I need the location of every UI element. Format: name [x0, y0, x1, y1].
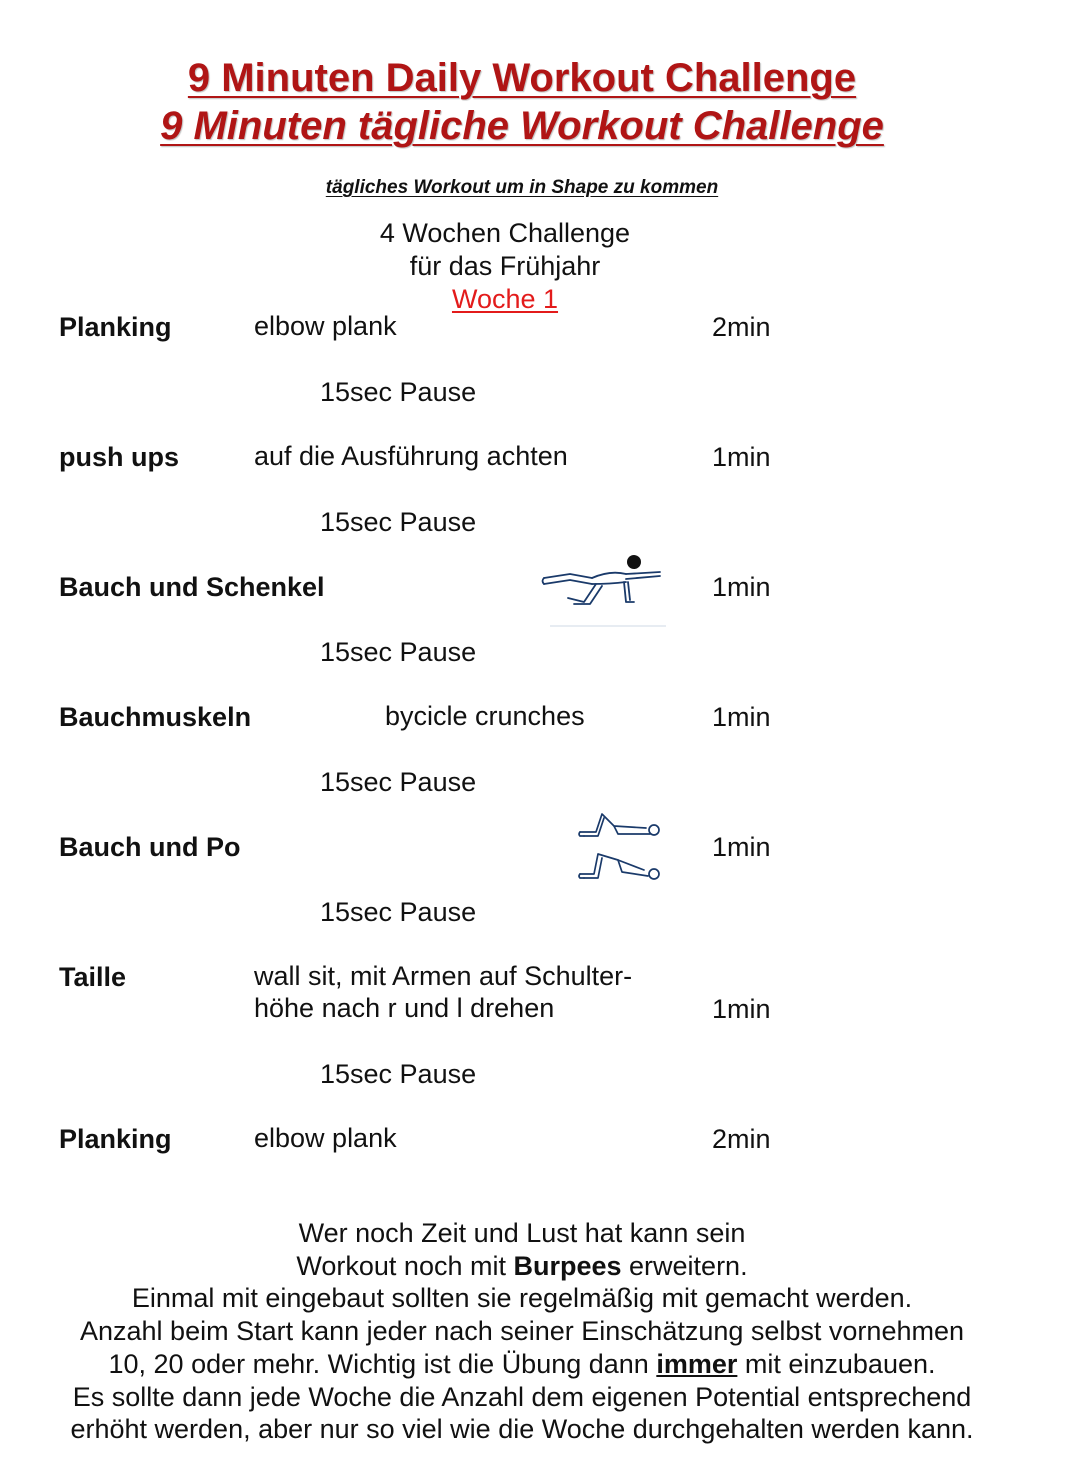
exercise-duration: 1min — [712, 702, 771, 732]
pause-label: 15sec Pause — [320, 377, 477, 407]
footer-line: Einmal mit eingebaut sollten sie regelmäßig mit gemacht werden. — [131, 1283, 913, 1314]
exercise-duration: 2min — [712, 312, 771, 342]
footer-text: erweitern. — [621, 1250, 748, 1281]
challenge-season: für das Frühjahr — [409, 251, 601, 281]
exercise-description-line2: höhe nach r und l drehen — [254, 993, 555, 1023]
exercise-name: push ups — [59, 442, 179, 472]
exercise-description: bycicle crunches — [385, 701, 585, 731]
exercise-description: elbow plank — [254, 311, 397, 341]
exercise-duration: 1min — [712, 832, 771, 862]
exercise-duration: 1min — [712, 994, 771, 1024]
pause-label: 15sec Pause — [320, 637, 477, 667]
exercise-name: Planking — [59, 312, 172, 342]
quadruped-leg-raise-icon — [540, 548, 670, 628]
exercise-description: elbow plank — [254, 1123, 397, 1153]
glute-bridge-icon — [574, 800, 664, 890]
pause-label: 15sec Pause — [320, 507, 477, 537]
burpees-highlight: Burpees — [513, 1250, 622, 1281]
footer-line: erhöht werden, aber nur so viel wie die Woche durchgehalten werden kann. — [70, 1414, 974, 1445]
immer-highlight: immer — [656, 1348, 738, 1379]
exercise-description-line1: wall sit, mit Armen auf Schulter- — [254, 961, 633, 991]
exercise-duration: 2min — [712, 1124, 771, 1154]
footer-line — [0, 1250, 1044, 1283]
footer-line — [0, 1348, 1044, 1381]
exercise-name: Bauchmuskeln — [59, 702, 252, 732]
exercise-name: Taille — [59, 962, 127, 992]
exercise-name: Planking — [59, 1124, 172, 1154]
exercise-name: Bauch und Po — [59, 832, 241, 862]
challenge-heading: 4 Wochen Challenge — [379, 218, 631, 248]
week-label-row — [0, 284, 1010, 315]
footer-text: mit einzubauen. — [737, 1348, 936, 1379]
exercise-duration: 1min — [712, 572, 771, 602]
exercise-duration: 1min — [712, 442, 771, 472]
footer-line: Wer noch Zeit und Lust hat kann sein — [298, 1218, 746, 1248]
footer-line: Anzahl beim Start kann jeder nach seiner Einschätzung selbst vornehmen — [80, 1316, 964, 1347]
pause-label: 15sec Pause — [320, 767, 477, 797]
footer-text: 10, 20 oder mehr. Wichtig ist die Übung dann — [108, 1348, 657, 1379]
week-label: Woche 1 — [451, 284, 559, 314]
page-title-english: 9 Minuten Daily Workout Challenge — [187, 56, 857, 100]
pause-label: 15sec Pause — [320, 897, 477, 927]
page-title-german: 9 Minuten tägliche Workout Challenge — [160, 104, 884, 148]
pause-label: 15sec Pause — [320, 1059, 477, 1089]
footer-text: Workout noch mit — [296, 1250, 514, 1281]
footer-note — [0, 1217, 1044, 1446]
exercise-description: auf die Ausführung achten — [254, 441, 568, 471]
page-subtitle: tägliches Workout um in Shape zu kommen — [325, 177, 719, 198]
exercise-name: Bauch und Schenkel — [59, 572, 325, 602]
footer-line: Es sollte dann jede Woche die Anzahl dem eigenen Potential entsprechend — [72, 1381, 972, 1412]
